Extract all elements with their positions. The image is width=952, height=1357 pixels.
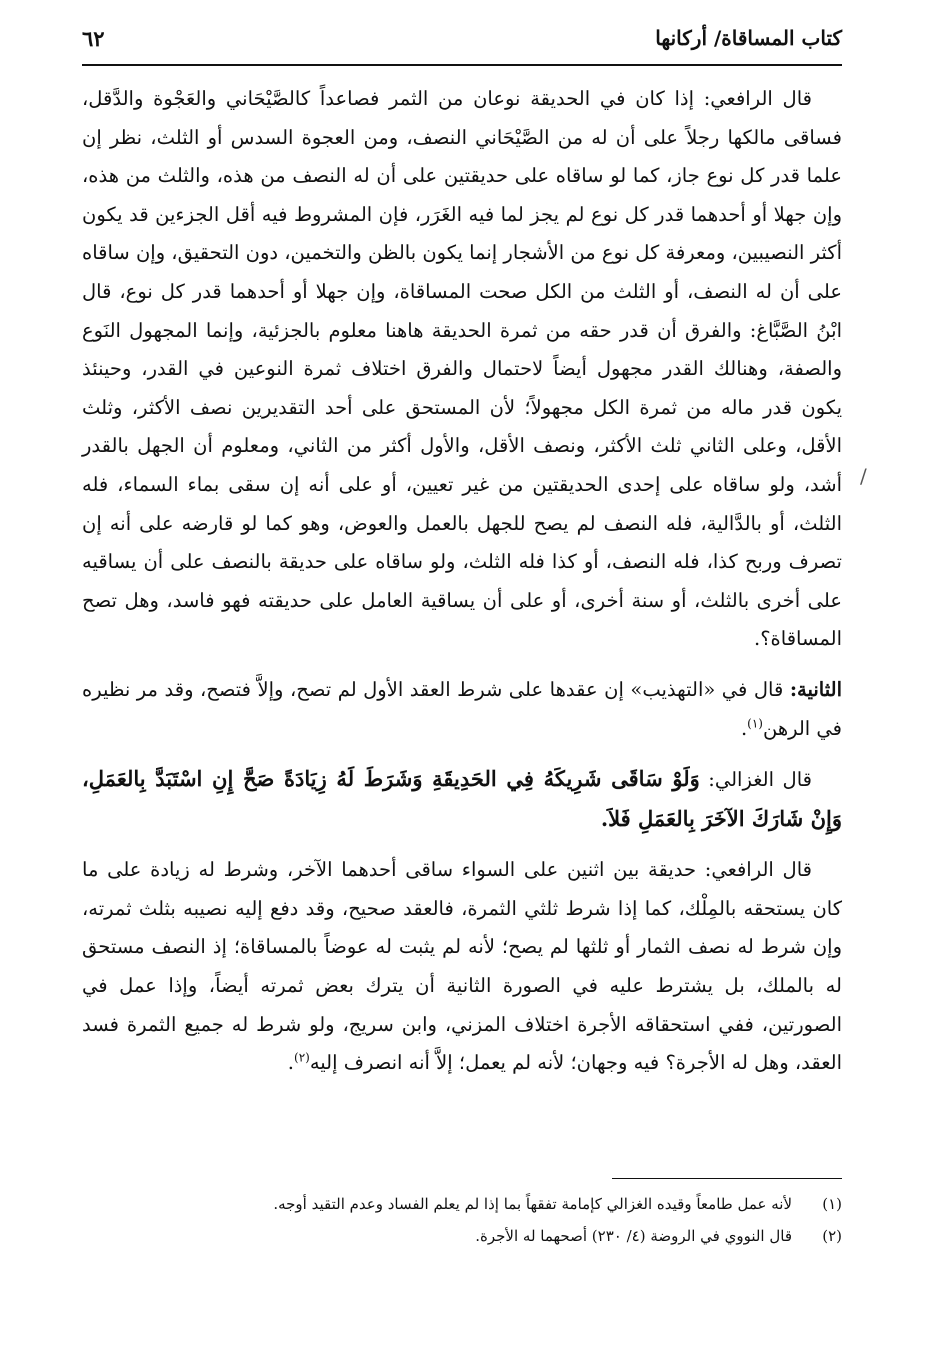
paragraph-text: قال الرافعي: حديقة بين اثنين على السواء ساقى أحدهما الآخر، وشرط له زيادة على ما كان يستحقه بالمِلْك، كما إذا شرط ثلثي الثمرة، فالعقد صحيح، وقد دفع إليه نصيبه بثلث ثمرته، وإن شرط له نصف الثمار أو ثلثها لم يصح؛ لأنه لم يثبت له عوضاً بالمساقاة؛ إذ النصف مستحق له بالملك، بل يشترط عليه في الصورة الثانية أن يترك بعض ثمرته أيضاً، وإذا عمل في الصورتين، ففي استحقاقه الأجرة اختلاف المزني، وابن سريج، ولو شرط له جميع الثمرة فسد العقد، وهل له الأجرة؟ فيه وجهان؛ لأنه لم يعمل؛ إلاَّ أنه انصرف إليه <box>82 858 842 1075</box>
paragraph-label: الثانية: <box>789 677 842 701</box>
main-text <box>82 80 842 1095</box>
footnote-number: (٢) <box>822 1227 842 1245</box>
paragraph-end: . <box>287 1051 294 1075</box>
paragraph-text: قال في «التهذيب» إن عقدها على شرط العقد الأول لم تصح، وإلاَّ فتصح، وقد مر نظيره في الرهن <box>82 677 842 740</box>
paragraph-ghazali <box>82 760 842 839</box>
footnote-ref-1[interactable]: (١) <box>747 716 763 730</box>
footnote-text: لأنه عمل طامعاً وقيده الغزالي كإمامة تفقهاً بما إذا لم يعلم الفساد وعدم التقيد أوجه. <box>273 1195 792 1213</box>
paragraph-thaniya <box>82 671 842 748</box>
footnote-text: قال النووي في الروضة (٤/ ٢٣٠) أصحهما له الأجرة. <box>475 1227 792 1245</box>
footnote-separator <box>612 1178 842 1179</box>
paragraph-intro: قال الغزالي: <box>699 768 812 792</box>
footnote-item <box>112 1188 842 1220</box>
footnote-item <box>112 1220 842 1252</box>
matn-text: وَلَوْ سَاقَى شَرِيكَهُ فِي الحَدِيقَةِ وَشَرَطَ لَهُ زِيَادَةً صَحَّ إِنِ اسْتَبَدَّ بِالعَمَلِ، وَإِنْ شَارَكَ الآخَرَ بِالعَمَلِ فَلاَ. <box>82 766 842 831</box>
running-header <box>82 24 842 66</box>
margin-pencil-mark: / <box>860 464 867 488</box>
chapter-title: كتاب المساقاة/ أركانها <box>655 26 842 50</box>
footnote-number: (١) <box>822 1195 842 1213</box>
paragraph-rafii-2 <box>82 851 842 1083</box>
page-number: ٦٢ <box>82 26 105 51</box>
footnote-ref-2[interactable]: (٢) <box>294 1050 310 1065</box>
paragraph-end: . <box>740 716 748 740</box>
footnotes <box>112 1188 842 1252</box>
paragraph-rafii-1: قال الرافعي: إذا كان في الحديقة نوعان من الثمر فصاعداً كالصَّيْحَاني والعَجْوة والدَّقل، فساقى مالكها رجلاً على أن له من الصَّيْحَاني النصف، ومن العجوة السدس أو الثلث، نظر إن علما قدر كل نوع جاز، كما لو ساقاه على حديقتين على أن له النصف من هذه، والثلث من هذه، وإن جهلا أو أحدهما قدر كل نوع لم يجز لما فيه الغَرَر، فإن المشروط فيه أقل الجزءين قد يكون أكثر النصيبين، ومعرفة كل نوع من الأشجار إنما يكون بالظن والتخمين، دون التحقيق، وإن ساقاه على أن له النصف، أو الثلث من الكل صحت المساقاة، وإن جهلا أو أحدهما قدر كل نوع، قال ابْنُ الصَّبَّاغ: والفرق أن قدر حقه من ثمرة الحديقة هاهنا معلوم بالجزئية، وإنما المجهول النَوع والصفة، وهنالك القدر مجهول أيضاً لاحتمال والفرق اختلاف ثمرة النوعين في القدر، وحينئذ يكون قدر ماله من ثمرة الكل مجهولاً؛ لأن المستحق على أحد التقديرين نصف الأكثر، وثلث الأقل، وعلى الثاني ثلث الأكثر، ونصف الأقل، والأول أكثر من الثاني، ومعلوم أن الجهل بالقدر أشد، ولو ساقاه على إحدى الحديقتين من غير تعيين، أو على أنه إن سقى بماء السماء، فله الثلث، أو بالدَّالية، فله النصف لم يصح للجهل بالعمل والعوض، وهو كما لو قارضه على أنه إن تصرف وربح كذا، فله النصف، أو كذا فله الثلث، ولو ساقاه على حديقة بالنصف على أن يساقيه على أخرى بالثلث، أو سنة أخرى، أو على أن يساقية العامل على حديقته فهو فاسد، وهل تصح المساقاة؟. <box>82 87 842 651</box>
